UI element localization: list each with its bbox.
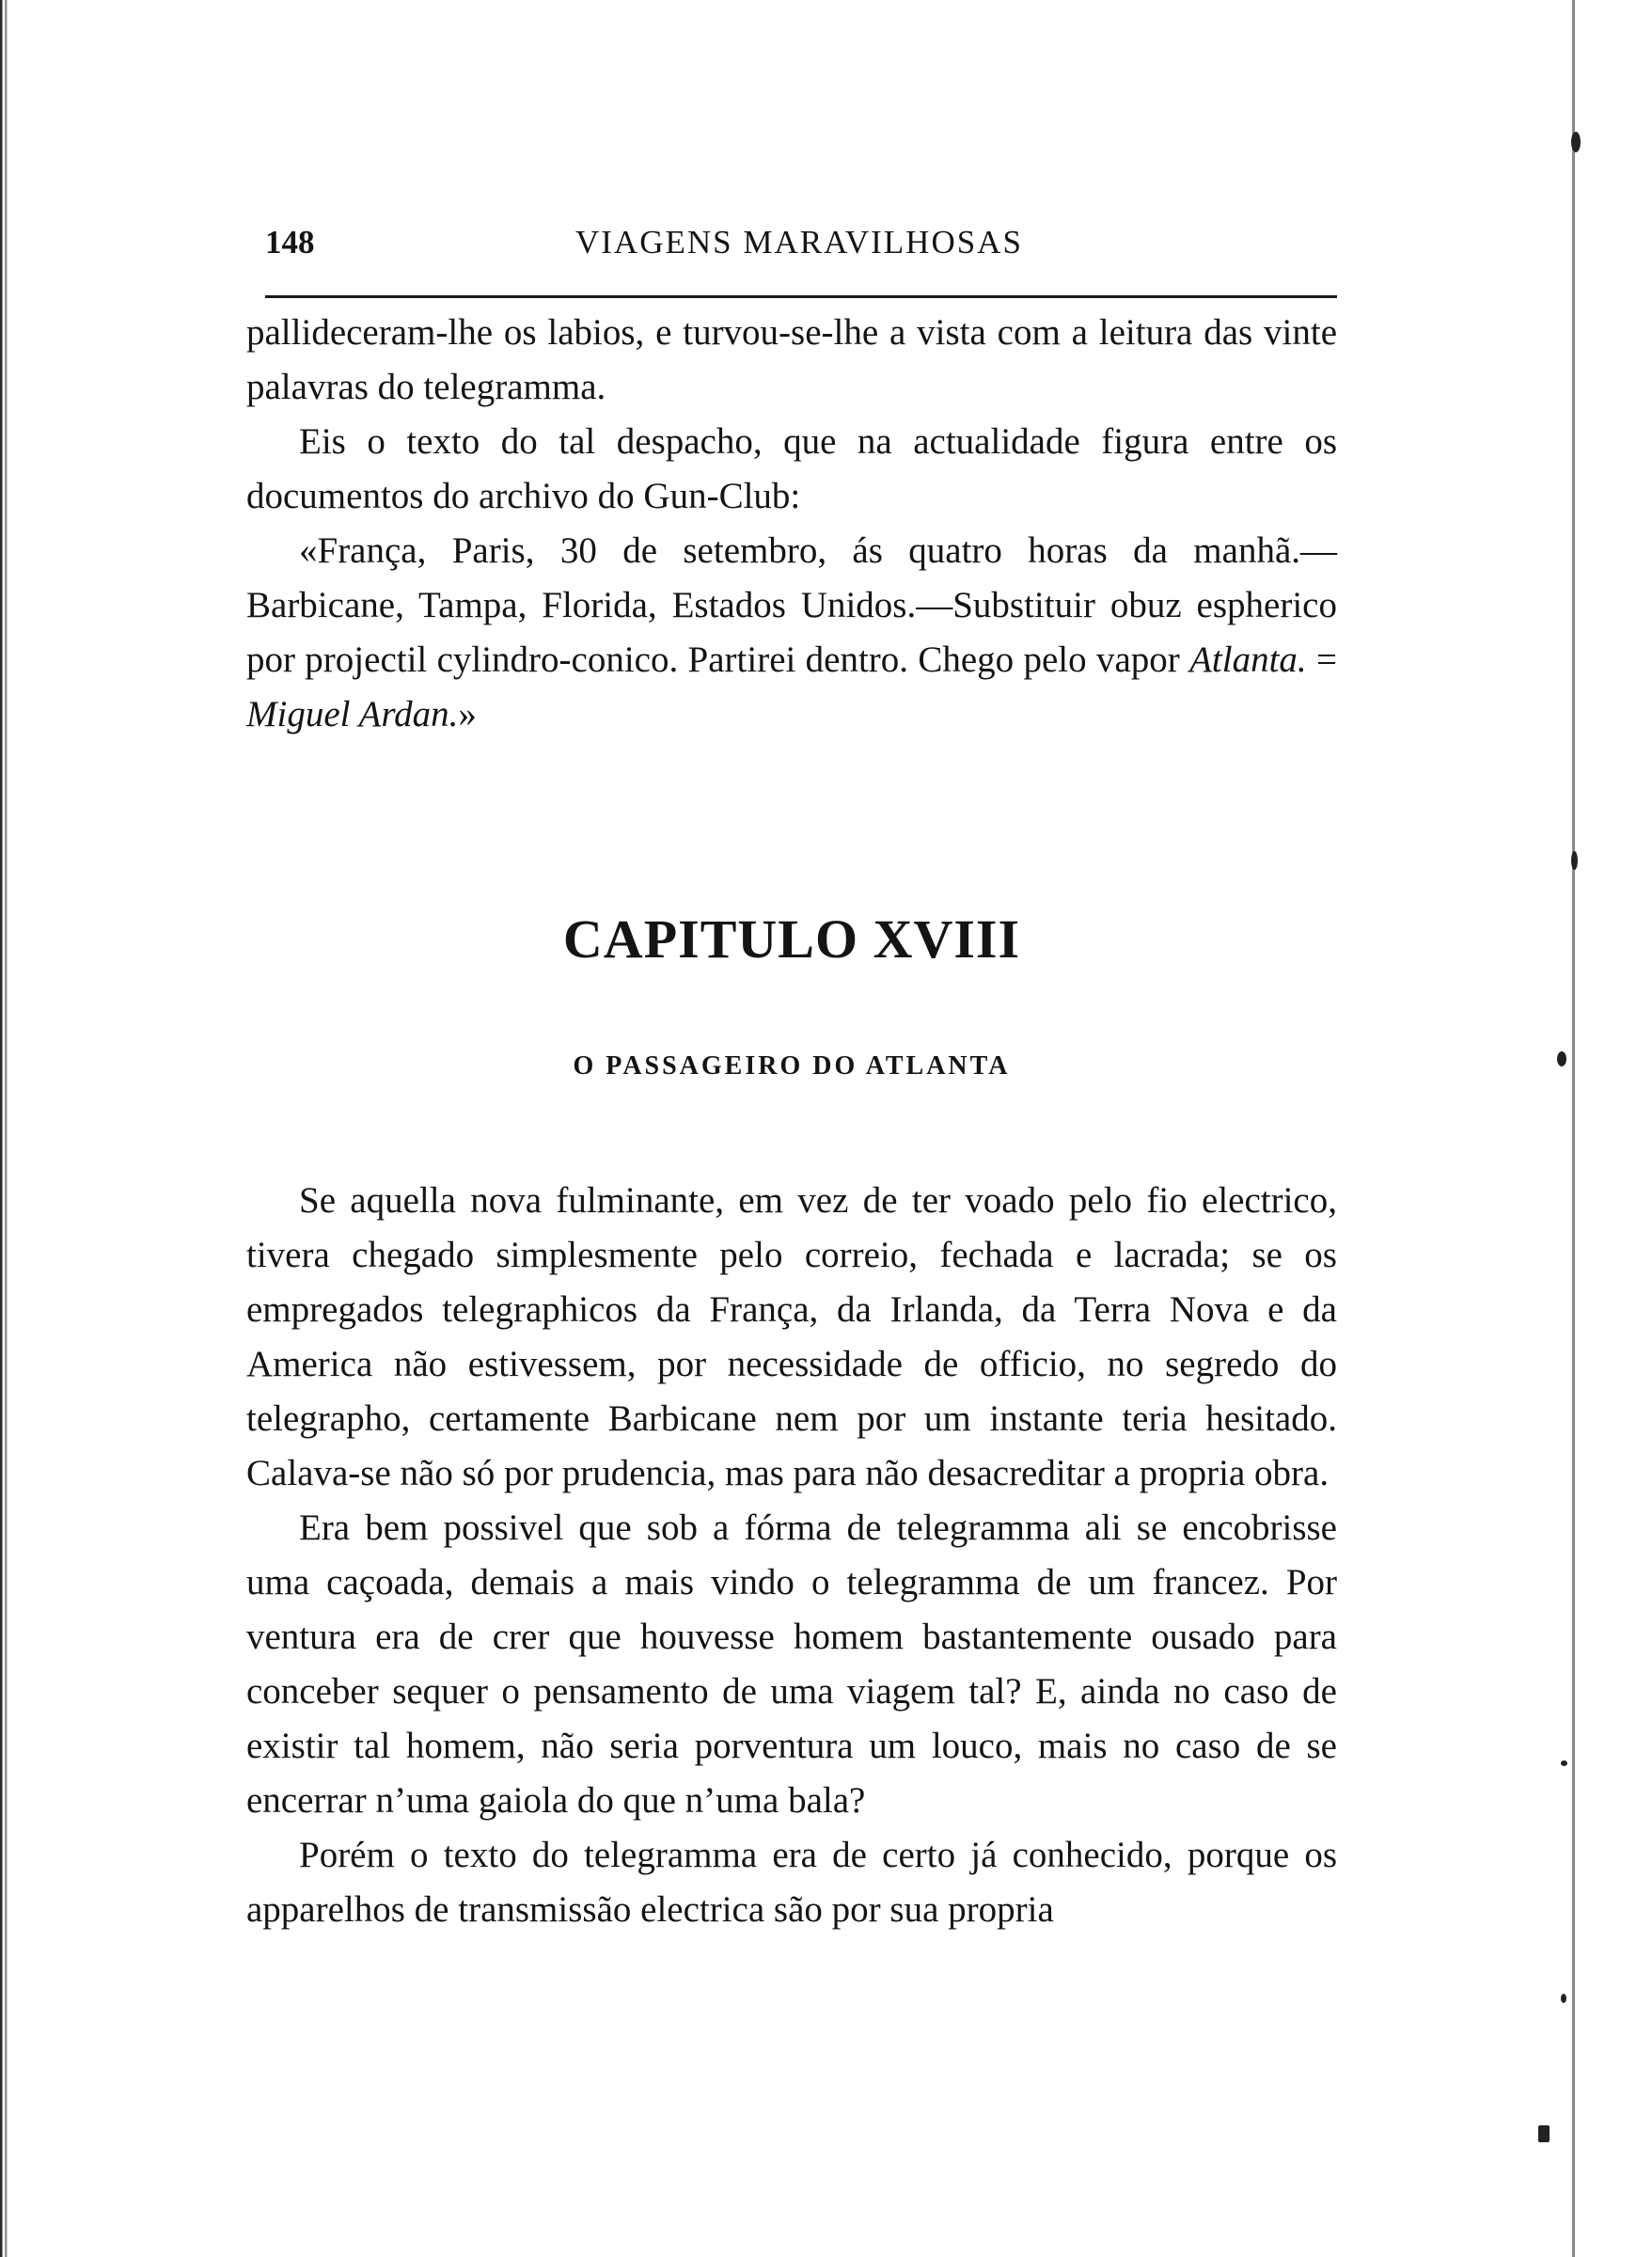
- scan-speck: [1571, 851, 1578, 870]
- telegram-signature: Miguel Ardan.: [246, 694, 459, 734]
- scan-speck: [1561, 1760, 1567, 1766]
- scan-speck: [1557, 1051, 1566, 1066]
- telegram-equals: =: [1306, 639, 1337, 680]
- paragraph: Era bem possivel que sob a fórma de telegramma ali se encobrisse uma caçoada, demais a mais vindo o telegramma de um francez. Por ventura era de crer que houvesse homem bastantemente ousado para conceber sequer o pensamento de uma viagem tal? E, ainda no caso de existir tal homem, não seria porventura um louco, mais no caso de se encerrar n’uma gaiola do que n’uma bala?: [246, 1507, 1337, 1821]
- top-text-block: [246, 306, 1337, 742]
- chapter-subtitle: O PASSAGEIRO DO ATLANTA: [573, 1051, 1011, 1081]
- paragraph: Eis o texto do tal despacho, que na actualidade figura entre os documentos do archivo do Gun-Club:: [246, 421, 1337, 516]
- scan-speck: [1538, 2125, 1550, 2142]
- chapter-title: CAPITULO XVIII: [562, 908, 1021, 970]
- scan-left-edge: [0, 0, 9, 2257]
- telegram-ship: Atlanta.: [1189, 639, 1307, 680]
- running-title: VIAGENS MARAVILHOSAS: [575, 224, 1023, 260]
- scan-speck: [1561, 1994, 1566, 2003]
- telegram-close: »: [458, 694, 477, 734]
- paragraph: pallideceram-lhe os labios, e turvou-se-lhe a vista com a leitura das vinte palavras do telegramma.: [246, 312, 1337, 407]
- body-text-block: [246, 1174, 1337, 1937]
- page-number: 148: [265, 224, 315, 260]
- telegram-text: «França, Paris, 30 de setembro, ás quatro horas da manhã.—Barbicane, Tampa, Florida, Estados Unidos.—Substituir obuz espherico por projectil cylindro-conico. Partirei dentro. Chego pelo vapor: [246, 530, 1337, 680]
- paragraph: Porém o texto do telegramma era de certo já conhecido, porque os apparelhos de transmissão electrica são por sua propria: [246, 1835, 1337, 1930]
- header-rule: [265, 295, 1337, 298]
- paragraph: Se aquella nova fulminante, em vez de ter voado pelo fio electrico, tivera chegado simplesmente pelo correio, fechada e lacrada; se os empregados telegraphicos da França, da Irlanda, da Terra Nova e da America não estivessem, por necessidade de officio, no segredo do telegrapho, certamente Barbicane nem por um instante teria hesitado. Calava-se não só por prudencia, mas para não desacreditar a propria obra.: [246, 1180, 1337, 1493]
- telegram-paragraph: [246, 524, 1337, 742]
- page-header: [265, 224, 1335, 271]
- scan-speck: [1571, 132, 1581, 152]
- scan-right-edge: [1572, 0, 1575, 2257]
